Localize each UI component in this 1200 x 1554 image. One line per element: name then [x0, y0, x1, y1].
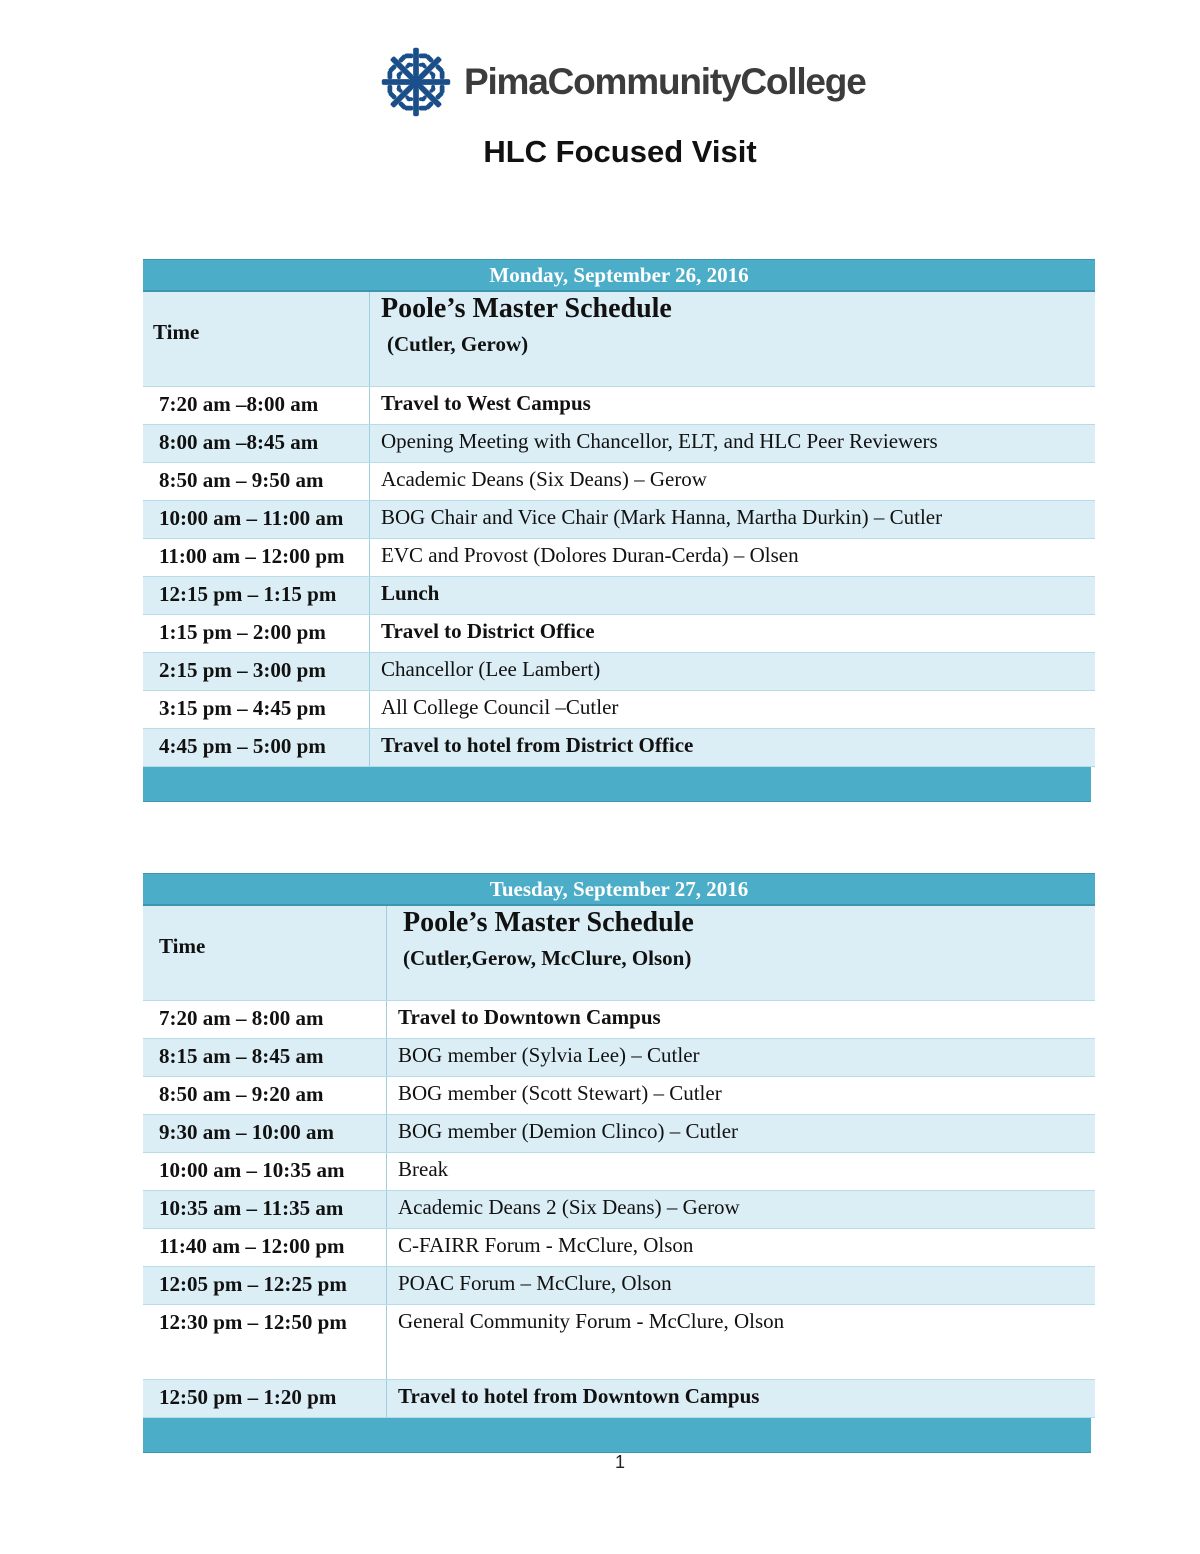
column-header-row — [143, 292, 1095, 387]
row-activity: Travel to hotel from District Office — [369, 729, 1095, 766]
row-time: 10:35 am – 11:35 am — [159, 1196, 344, 1220]
row-activity: Academic Deans 2 (Six Deans) – Gerow — [386, 1191, 1095, 1228]
schedule-row — [143, 1191, 1095, 1229]
row-time: 9:30 am – 10:00 am — [159, 1120, 334, 1144]
schedule-row — [143, 653, 1095, 691]
schedule-row — [143, 539, 1095, 577]
row-activity: Lunch — [369, 577, 1095, 614]
row-time: 3:15 pm – 4:45 pm — [159, 696, 326, 720]
row-time: 4:45 pm – 5:00 pm — [159, 734, 326, 758]
row-time: 7:20 am – 8:00 am — [159, 1006, 324, 1030]
row-time: 12:05 pm – 12:25 pm — [159, 1272, 347, 1296]
schedule-row — [143, 1115, 1095, 1153]
row-time: 8:00 am –8:45 am — [159, 430, 319, 454]
schedule-row — [143, 463, 1095, 501]
schedule-column-header — [386, 906, 1095, 1000]
schedule-row — [143, 1380, 1095, 1418]
schedule-row — [143, 1039, 1095, 1077]
schedule-people: (Cutler, Gerow) — [387, 332, 529, 356]
schedule-row — [143, 1001, 1095, 1039]
time-column-header: Time — [159, 934, 206, 958]
schedule-row — [143, 1305, 1095, 1380]
college-logo — [378, 44, 866, 120]
row-time: 10:00 am – 10:35 am — [159, 1158, 345, 1182]
schedule-table-monday — [143, 259, 1095, 802]
row-time: 8:50 am – 9:50 am — [159, 468, 324, 492]
row-time: 2:15 pm – 3:00 pm — [159, 658, 326, 682]
row-activity: Travel to District Office — [369, 615, 1095, 652]
schedule-row — [143, 1229, 1095, 1267]
schedule-title: Poole’s Master Schedule — [381, 293, 672, 324]
row-activity: BOG member (Sylvia Lee) – Cutler — [386, 1039, 1095, 1076]
row-activity: Opening Meeting with Chancellor, ELT, and HLC Peer Reviewers — [369, 425, 1095, 462]
schedule-row — [143, 691, 1095, 729]
row-time: 12:15 pm – 1:15 pm — [159, 582, 337, 606]
row-time: 12:50 pm – 1:20 pm — [159, 1385, 337, 1409]
day-date-header: Tuesday, September 27, 2016 — [143, 873, 1095, 906]
page-number: 1 — [614, 1452, 625, 1472]
row-time: 1:15 pm – 2:00 pm — [159, 620, 326, 644]
document-title: HLC Focused Visit — [483, 134, 757, 169]
schedule-row — [143, 1267, 1095, 1305]
row-activity: C-FAIRR Forum - McClure, Olson — [386, 1229, 1095, 1266]
schedule-column-header — [369, 292, 1095, 386]
row-activity: General Community Forum - McClure, Olson — [386, 1305, 1095, 1379]
row-activity: BOG member (Demion Clinco) – Cutler — [386, 1115, 1095, 1152]
time-column-header: Time — [153, 320, 200, 344]
schedule-row — [143, 577, 1095, 615]
row-time: 12:30 pm – 12:50 pm — [159, 1310, 347, 1334]
schedule-title: Poole’s Master Schedule — [403, 907, 694, 938]
row-activity: Academic Deans (Six Deans) – Gerow — [369, 463, 1095, 500]
row-activity: POAC Forum – McClure, Olson — [386, 1267, 1095, 1304]
schedule-row — [143, 615, 1095, 653]
college-name: PimaCommunityCollege — [464, 61, 866, 102]
row-activity: Travel to West Campus — [369, 387, 1095, 424]
table-footer-bar — [143, 1418, 1091, 1453]
row-time: 8:50 am – 9:20 am — [159, 1082, 324, 1106]
row-activity: Break — [386, 1153, 1095, 1190]
row-time: 11:00 am – 12:00 pm — [159, 544, 345, 568]
day-date-header: Monday, September 26, 2016 — [143, 259, 1095, 292]
row-activity: Travel to Downtown Campus — [386, 1001, 1095, 1038]
row-time: 7:20 am –8:00 am — [159, 392, 319, 416]
schedule-row — [143, 1153, 1095, 1191]
column-header-row — [143, 906, 1095, 1001]
schedule-table-tuesday — [143, 873, 1095, 1453]
row-activity: Travel to hotel from Downtown Campus — [386, 1380, 1095, 1417]
row-activity: All College Council –Cutler — [369, 691, 1095, 728]
row-activity: BOG Chair and Vice Chair (Mark Hanna, Martha Durkin) – Cutler — [369, 501, 1095, 538]
schedule-people: (Cutler,Gerow, McClure, Olson) — [403, 946, 692, 970]
schedule-row — [143, 1077, 1095, 1115]
schedule-row — [143, 501, 1095, 539]
row-time: 8:15 am – 8:45 am — [159, 1044, 324, 1068]
schedule-row — [143, 729, 1095, 767]
pima-snowflake-icon — [378, 44, 454, 120]
schedule-row — [143, 387, 1095, 425]
row-activity: EVC and Provost (Dolores Duran-Cerda) – Olsen — [369, 539, 1095, 576]
table-footer-bar — [143, 767, 1091, 802]
row-activity: Chancellor (Lee Lambert) — [369, 653, 1095, 690]
row-time: 10:00 am – 11:00 am — [159, 506, 344, 530]
schedule-row — [143, 425, 1095, 463]
row-activity: BOG member (Scott Stewart) – Cutler — [386, 1077, 1095, 1114]
row-time: 11:40 am – 12:00 pm — [159, 1234, 345, 1258]
